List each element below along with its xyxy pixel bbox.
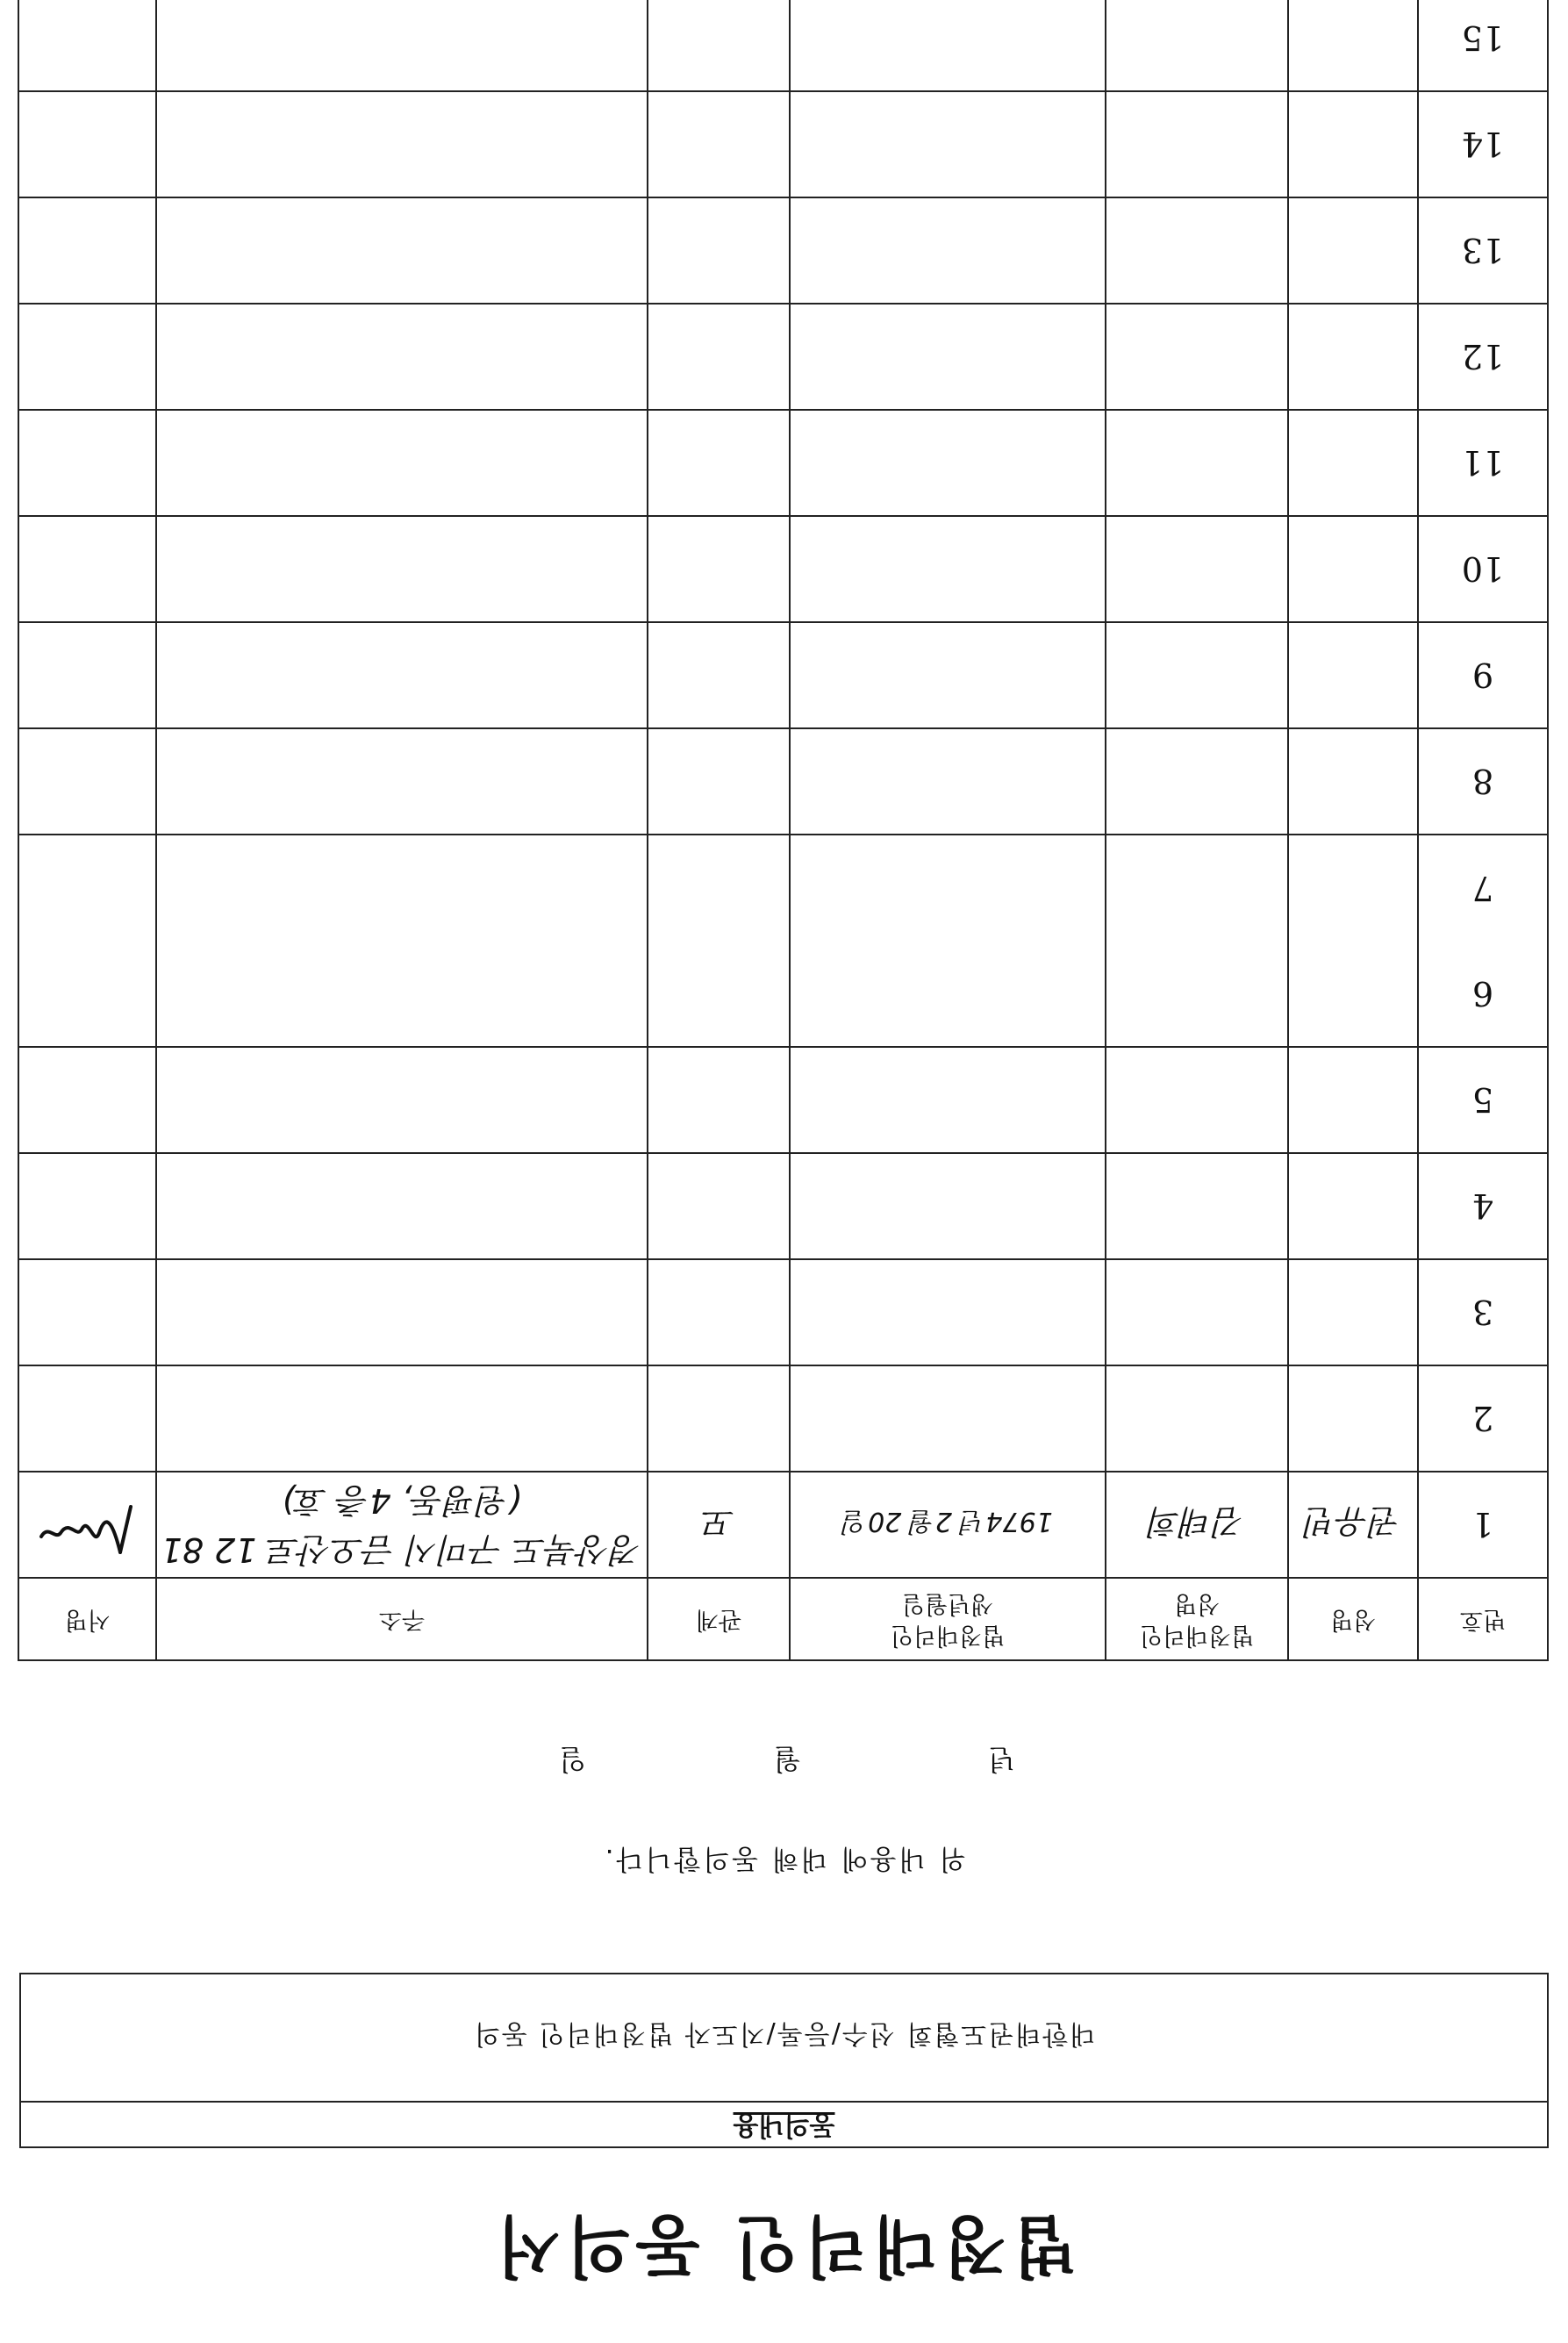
table-row <box>18 622 1548 728</box>
agreement-statement: 위 내용에 대해 동의합니다. <box>602 1843 966 1874</box>
handwritten-signature-icon <box>35 1498 140 1559</box>
table-row <box>18 0 1548 91</box>
document-title: 법정대리인 동의서 <box>490 2207 1078 2285</box>
table-row <box>18 1047 1548 1153</box>
date-year-label: 년 <box>988 1743 1015 1776</box>
row-number: 13 <box>1418 197 1548 304</box>
header-no: 번호 <box>1418 1578 1548 1660</box>
header-relation: 관계 <box>648 1578 790 1660</box>
header-signature: 서명 <box>18 1578 156 1660</box>
header-guardian-birth-line1: 법정대리인 <box>890 1622 1006 1650</box>
row-number: 8 <box>1418 728 1548 835</box>
row-number: 6 <box>1471 974 1494 1013</box>
row-name: 권유빈 <box>1288 1472 1418 1578</box>
date-day-label: 일 <box>559 1743 586 1776</box>
header-address: 주소 <box>156 1578 648 1660</box>
header-guardian-name-line1: 법정대리인 <box>1139 1622 1255 1650</box>
row-guardian-name: 김태희 <box>1106 1472 1288 1578</box>
row-address <box>156 1472 648 1578</box>
row-number: 7 <box>1471 869 1494 907</box>
table-row <box>18 304 1548 410</box>
table-row <box>18 410 1548 516</box>
row-number: 4 <box>1418 1153 1548 1259</box>
row-relation: 모 <box>648 1472 790 1578</box>
header-guardian-name-line2: 성명 <box>1173 1590 1221 1617</box>
row-number: 9 <box>1418 622 1548 728</box>
date-month-label: 월 <box>773 1743 801 1776</box>
row-number-merged <box>1418 835 1548 1047</box>
row-number: 12 <box>1418 304 1548 410</box>
table-row <box>18 835 1548 1047</box>
row-number: 5 <box>1418 1047 1548 1153</box>
row-number: 14 <box>1418 91 1548 197</box>
row-number: 1 <box>1418 1472 1548 1578</box>
table-row <box>18 1472 1548 1578</box>
table-row <box>18 91 1548 197</box>
table-row <box>18 1365 1548 1472</box>
guardian-signature-table <box>18 0 1549 1661</box>
header-guardian-birth <box>790 1578 1106 1660</box>
header-guardian-birth-line2: 생년월일 <box>901 1590 994 1617</box>
date-line <box>559 1741 1015 1781</box>
row-number: 10 <box>1418 516 1548 622</box>
row-number: 2 <box>1418 1365 1548 1472</box>
table-row <box>18 1153 1548 1259</box>
row-address-line2: (원평동, 4층 효) <box>282 1481 522 1521</box>
row-address-line1: 경상북도 구미시 금오산로 12 81 <box>161 1530 643 1569</box>
consent-header: 동의내용 <box>21 2101 1547 2146</box>
table-row <box>18 516 1548 622</box>
consent-content-box <box>19 1973 1549 2148</box>
row-guardian-birth: 1974년 2월 20일 <box>790 1472 1106 1578</box>
table-row <box>18 197 1548 304</box>
row-number: 11 <box>1418 410 1548 516</box>
consent-text: 대한태권도협회 선수/등록/지도자 법정대리인 동의 <box>472 2018 1096 2049</box>
table-row <box>18 1259 1548 1365</box>
row-number: 3 <box>1418 1259 1548 1365</box>
table-header-row <box>18 1578 1548 1660</box>
table-row <box>18 728 1548 835</box>
header-name: 성명 <box>1288 1578 1418 1660</box>
header-guardian-name <box>1106 1578 1288 1660</box>
row-number: 15 <box>1418 0 1548 91</box>
row-signature <box>18 1472 156 1578</box>
